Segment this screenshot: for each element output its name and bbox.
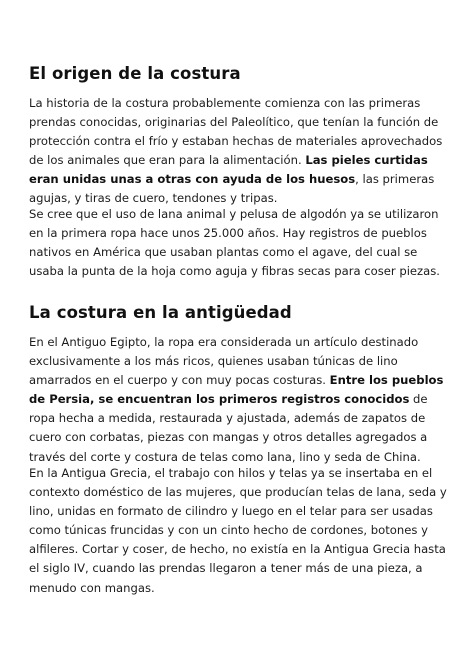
paragraph-text: de ropa hecha a medida, restaurada y ajustada, además de zapatos de cuero con corbatas, piezas con mangas y otros detalles agregados a través del corte y costura de telas como lana, lino y seda de China. xyxy=(29,392,428,464)
paragraph-origen-2: Se cree que el uso de lana animal y pelusa de algodón ya se utilizaron en la primera ropa hace unos 25.000 años. Hay registros de pueblos nativos en América que usaban plantas como el agave, del cual se usaba la punta de la hoja como aguja y fibras secas para coser piezas. xyxy=(29,207,440,279)
paragraph-origen-1 xyxy=(29,94,449,209)
section-title-origen: El origen de la costura xyxy=(29,64,241,83)
paragraph-bold-text: Entre los pueblos de Persia, se encuentran los primeros registros conocidos xyxy=(29,373,444,407)
paragraph-bold-text: Las pieles curtidas eran unidas unas a otras con ayuda de los huesos xyxy=(29,153,428,187)
section-title-antiguedad: La costura en la antigüedad xyxy=(29,303,292,322)
paragraph-antiguedad-2: En la Antigua Grecia, el trabajo con hilos y telas ya se insertaba en el contexto doméstico de las mujeres, que producían telas de lana, seda y lino, unidas en formato de cilindro y luego en el telar para ser usadas como túnicas fruncidas y con un cinto hecho de cordones, botones y alfileres. Cortar y coser, de hecho, no existía en la Antigua Grecia hasta el siglo IV, cuando las prendas llegaron a tener más de una pieza, a menudo con mangas. xyxy=(29,466,447,595)
paragraph-text: , las primeras agujas, y tiras de cuero, tendones y tripas. xyxy=(29,172,435,206)
paragraph-text: En el Antiguo Egipto, la ropa era considerada un artículo destinado exclusivamente a los más ricos, quienes usaban túnicas de lino amarrados en el cuerpo y con muy pocas costuras. xyxy=(29,335,419,388)
paragraph-antiguedad-1 xyxy=(29,333,449,467)
paragraph-text: La historia de la costura probablemente comienza con las primeras prendas conocidas, originarias del Paleolítico, que tenían la función de protección contra el frío y estaban hechas de materiales aprovechados de los animales que eran para la alimentación. xyxy=(29,96,443,168)
